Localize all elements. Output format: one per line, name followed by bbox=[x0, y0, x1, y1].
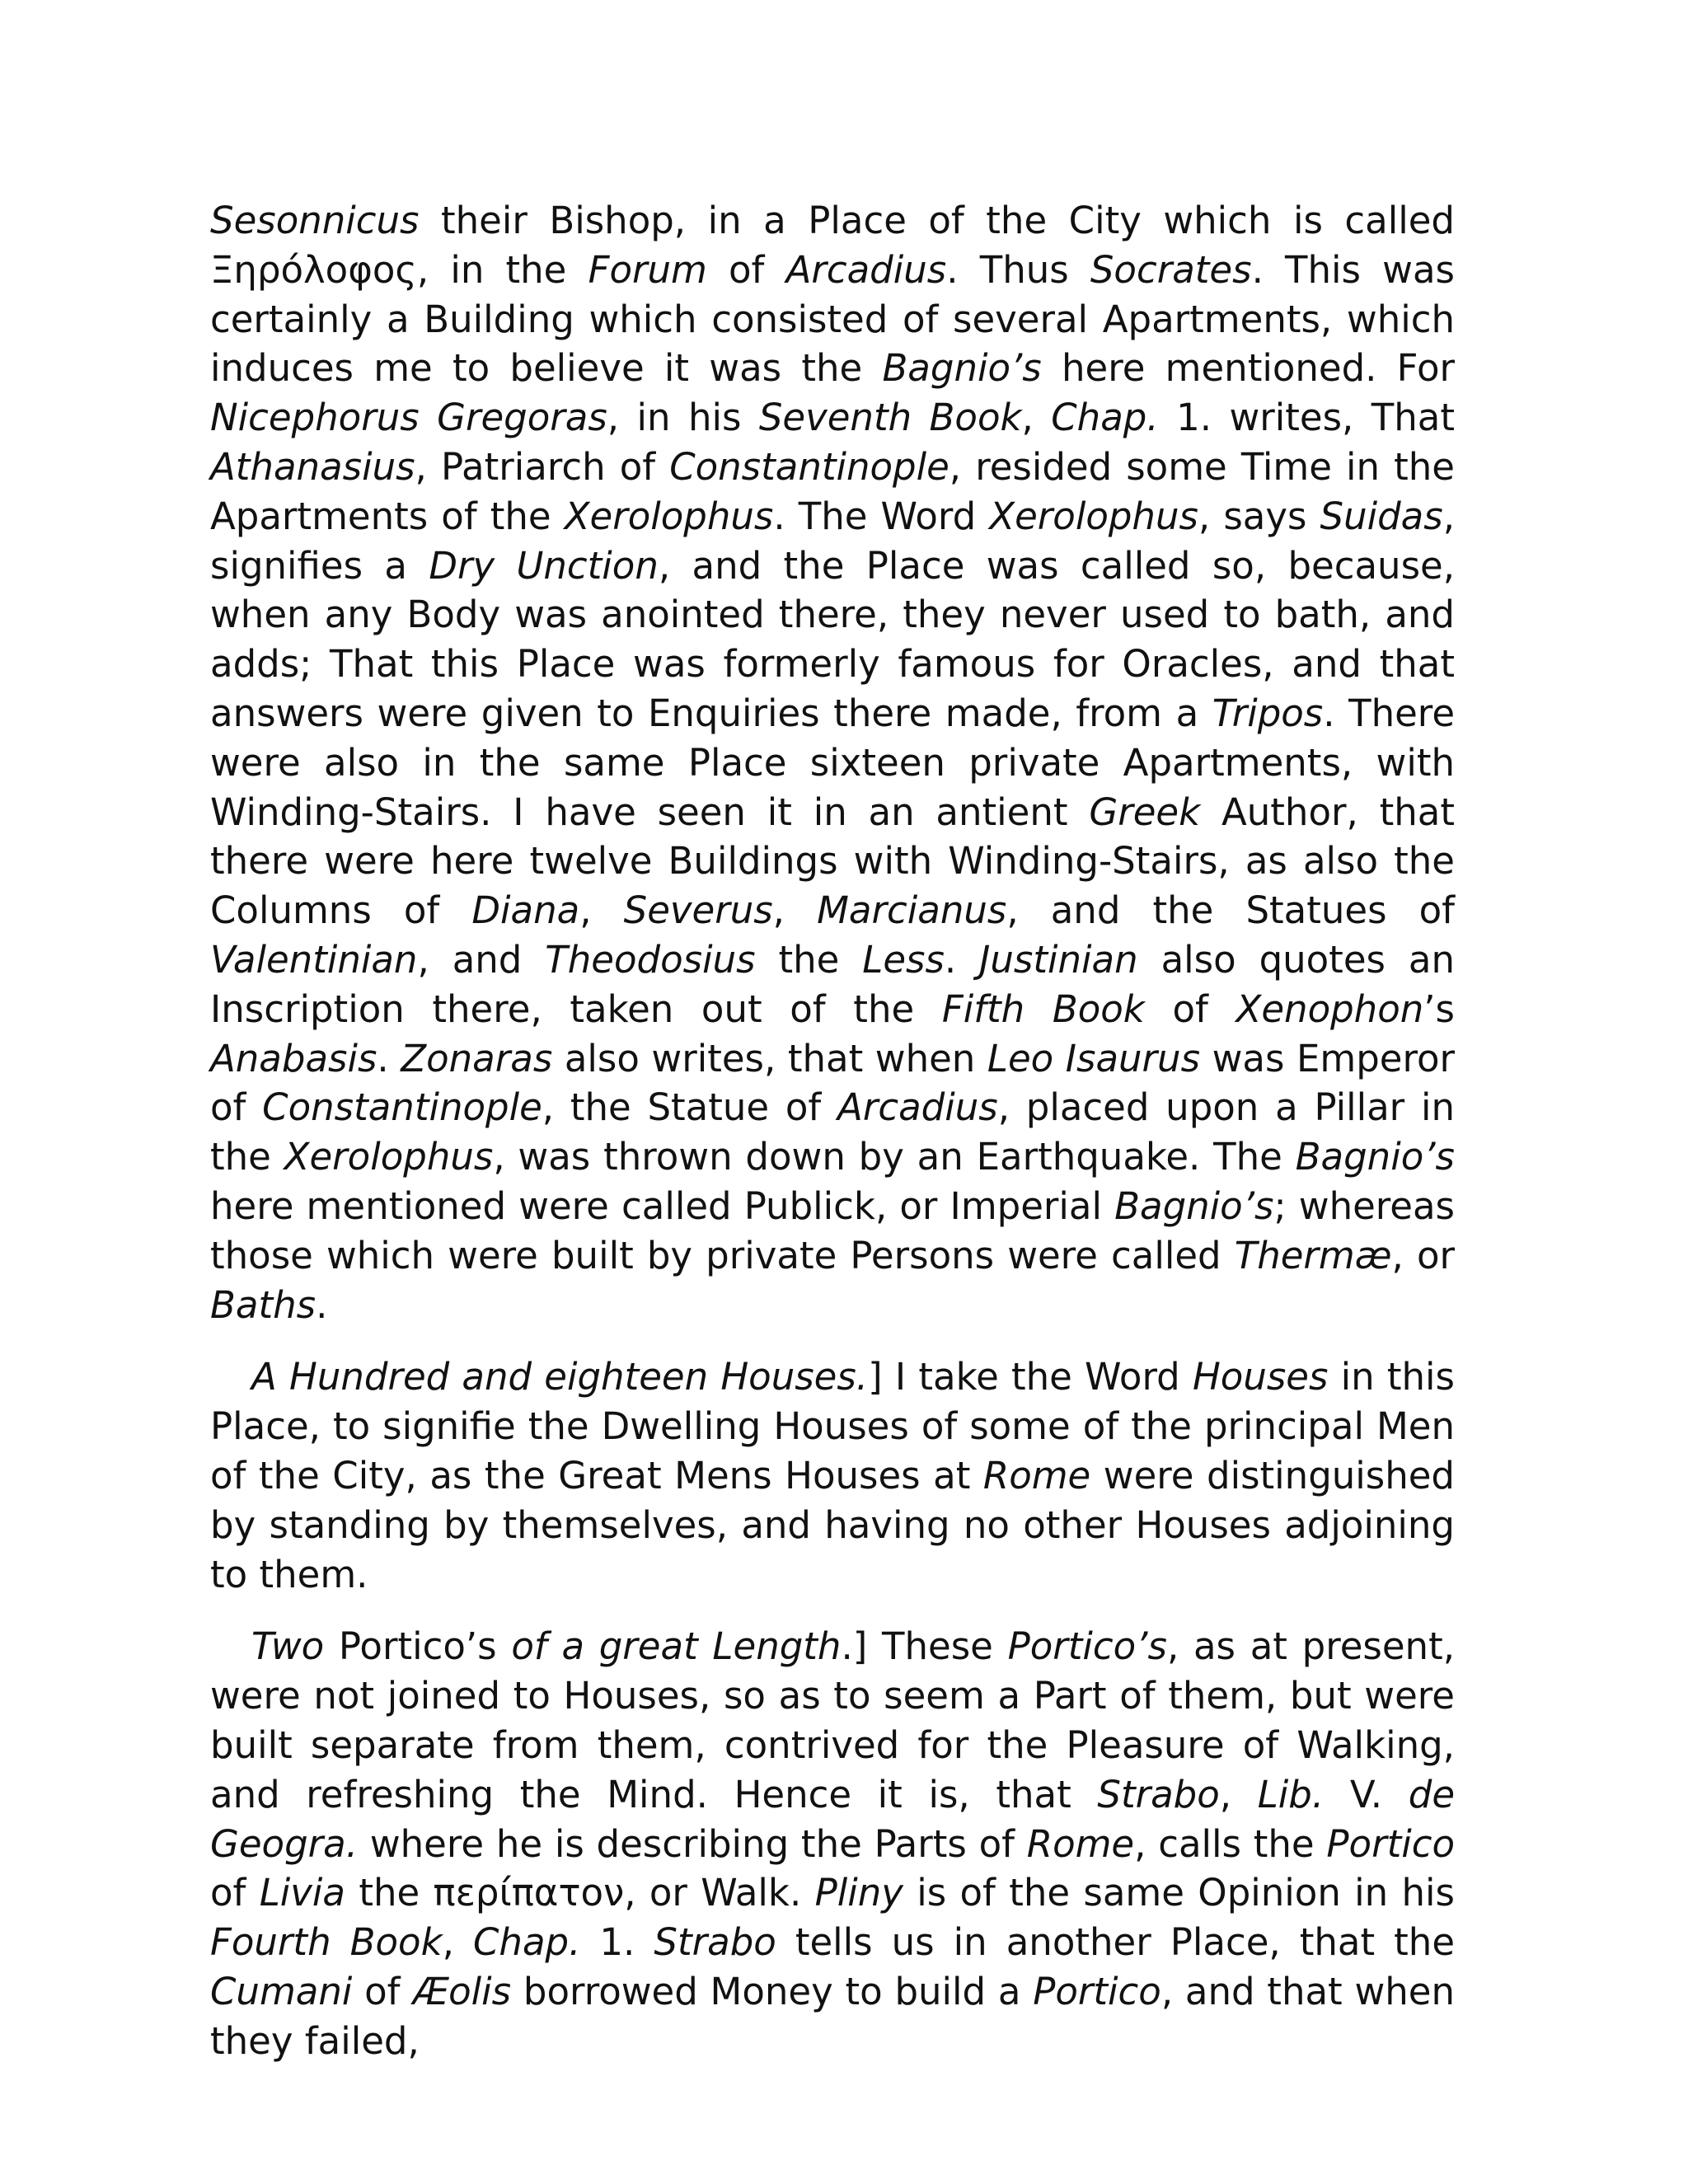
text-run: . Thus bbox=[946, 247, 1090, 292]
italic-text: Justinian bbox=[979, 937, 1138, 982]
text-run: is of the same Opinion in his bbox=[903, 1871, 1455, 1915]
text-run: .] These bbox=[841, 1624, 1008, 1669]
text-run: the περίπατον, or Walk. bbox=[345, 1871, 815, 1915]
italic-text: Tripos bbox=[1212, 691, 1324, 735]
text-run: , in his bbox=[607, 396, 759, 440]
italic-text: de Geogra. bbox=[210, 1772, 1456, 1866]
italic-text: Strabo bbox=[654, 1920, 776, 1965]
text-run: , bbox=[579, 888, 624, 933]
italic-text: Arcadius bbox=[785, 247, 947, 292]
text-run: 1. bbox=[580, 1920, 654, 1965]
italic-text: Theodosius bbox=[545, 937, 756, 982]
text-run: tells us in another Place, that the bbox=[776, 1920, 1456, 1965]
italic-text: Less bbox=[862, 937, 945, 982]
text-run: the bbox=[755, 937, 863, 982]
text-run: , signifies a bbox=[210, 494, 1456, 588]
italic-text: Cumani bbox=[210, 1969, 353, 2013]
italic-text: Strabo bbox=[1097, 1772, 1220, 1816]
italic-text: Seventh Book bbox=[758, 396, 1022, 440]
text-run: , Patriarch of bbox=[415, 444, 670, 489]
text-run: , bbox=[772, 888, 818, 933]
italic-text: Dry Unction bbox=[429, 543, 659, 588]
italic-text: Chap. bbox=[473, 1920, 581, 1965]
text-run: ’s bbox=[1423, 987, 1455, 1031]
text-run: of bbox=[210, 1871, 260, 1915]
italic-text: Portico bbox=[1326, 1821, 1455, 1866]
text-run: ; whereas those which were built by private Persons were called bbox=[210, 1183, 1455, 1277]
italic-text: Bagnio’s bbox=[1114, 1183, 1274, 1228]
text-run: , or bbox=[1391, 1233, 1455, 1277]
text-run: their Bishop, in a Place of the City which is called Ξηρόλοφος, in the bbox=[210, 199, 1455, 292]
text-run: . This was certainly a Building which consisted of several Apartments, which induces me to believe it was the bbox=[210, 247, 1456, 391]
text-run: of bbox=[706, 247, 786, 292]
italic-text: Livia bbox=[259, 1871, 345, 1915]
text-run: , placed upon a Pillar in the bbox=[210, 1085, 1455, 1179]
text-run: of bbox=[352, 1969, 413, 2013]
text-run: , as at present, were not joined to Houses, so as to seem a Part of them, but were built separate from them, contrived for the Pleasure of Walking, and refreshing the Mind. Hence it is, that bbox=[210, 1624, 1456, 1816]
page-text bbox=[210, 196, 1455, 2088]
text-run: 1. writes, That bbox=[1158, 396, 1455, 440]
text-run: Author, that there were here twelve Buildings with Winding-Stairs, as also the Columns of bbox=[210, 790, 1455, 933]
italic-text: Chap. bbox=[1051, 396, 1159, 440]
italic-text: Marcianus bbox=[817, 888, 1007, 933]
text-run: of bbox=[1144, 987, 1236, 1031]
text-run: . bbox=[377, 1036, 401, 1080]
paragraph-xerolophus bbox=[210, 196, 1455, 1329]
italic-text: Severus bbox=[623, 888, 773, 933]
text-run: , and that when they failed, bbox=[210, 1969, 1455, 2063]
italic-text: Valentinian bbox=[210, 937, 418, 982]
text-run: , calls the bbox=[1134, 1821, 1327, 1866]
text-run: were distinguished by standing by themselves, and having no other Houses adjoining to them. bbox=[210, 1453, 1455, 1596]
text-run: , was thrown down by an Earthquake. The bbox=[493, 1135, 1296, 1179]
italic-text: Xerolophus bbox=[564, 494, 774, 538]
italic-text: Greek bbox=[1089, 790, 1201, 834]
italic-text: Bagnio’s bbox=[1295, 1135, 1455, 1179]
italic-text: Leo Isaurus bbox=[987, 1036, 1201, 1080]
italic-text: Rome bbox=[982, 1453, 1091, 1497]
italic-text: Pliny bbox=[814, 1871, 903, 1915]
text-run: . There were also in the same Place sixteen private Apartments, with Winding-Stairs. I have seen it in an antient bbox=[210, 691, 1455, 834]
text-run: , bbox=[1021, 396, 1052, 440]
italic-text: Athanasius bbox=[210, 444, 415, 489]
text-run: here mentioned were called Publick, or Imperial bbox=[210, 1183, 1115, 1228]
text-run: , bbox=[442, 1920, 473, 1965]
italic-text: Suidas bbox=[1320, 494, 1443, 538]
text-run: also writes, that when bbox=[552, 1036, 987, 1080]
text-run: , bbox=[1219, 1772, 1258, 1816]
italic-text: Socrates bbox=[1090, 247, 1252, 292]
text-run: ] I take the Word bbox=[868, 1355, 1193, 1399]
text-run: , resided some Time in the Apartments of the bbox=[210, 444, 1455, 538]
italic-text: Portico bbox=[1033, 1969, 1161, 2013]
italic-text: Xenophon bbox=[1236, 987, 1424, 1031]
italic-text: Constantinople bbox=[669, 444, 950, 489]
text-run: borrowed Money to build a bbox=[511, 1969, 1034, 2013]
italic-text: Xerolophus bbox=[284, 1135, 494, 1179]
italic-text: A Hundred and eighteen Houses. bbox=[251, 1355, 869, 1399]
text-run: , and bbox=[417, 937, 546, 982]
italic-text: Houses bbox=[1192, 1355, 1329, 1399]
paragraph-porticos bbox=[210, 1622, 1455, 2065]
italic-text: Fifth Book bbox=[941, 987, 1145, 1031]
text-run: V. bbox=[1324, 1772, 1409, 1816]
text-run: , and the Place was called so, because, when any Body was anointed there, they never used to bath, and adds; That this Place was formerly famous for Oracles, and that answers were given to Enquiries there made, from a bbox=[210, 543, 1456, 735]
text-run: . bbox=[944, 937, 980, 982]
italic-text: Arcadius bbox=[837, 1085, 998, 1130]
italic-text: Constantinople bbox=[262, 1085, 542, 1130]
italic-text: Diana bbox=[471, 888, 580, 933]
italic-text: of a great Length bbox=[511, 1624, 842, 1669]
text-run: where he is describing the Parts of bbox=[358, 1821, 1027, 1866]
italic-text: Thermæ bbox=[1234, 1233, 1392, 1277]
text-run: . The Word bbox=[773, 494, 990, 538]
italic-text: Two bbox=[251, 1624, 325, 1669]
text-run: was Emperor of bbox=[210, 1036, 1456, 1130]
italic-text: Lib. bbox=[1257, 1772, 1325, 1816]
text-run: . bbox=[316, 1282, 328, 1327]
italic-text: Nicephorus Gregoras bbox=[210, 396, 607, 440]
italic-text: Forum bbox=[588, 247, 707, 292]
italic-text: Æolis bbox=[412, 1969, 512, 2013]
italic-text: Bagnio’s bbox=[882, 346, 1042, 391]
text-run: , and the Statues of bbox=[1006, 888, 1456, 933]
text-run: also quotes an Inscription there, taken out of the bbox=[210, 937, 1455, 1031]
italic-text: Zonaras bbox=[401, 1036, 553, 1080]
text-run: in this Place, to signifie the Dwelling Houses of some of the principal Men of the City, as the Great Mens Houses at bbox=[210, 1355, 1456, 1497]
italic-text: Fourth Book bbox=[210, 1920, 443, 1965]
text-run: Portico’s bbox=[324, 1624, 512, 1669]
italic-text: Sesonnicus bbox=[210, 199, 420, 242]
italic-text: Baths bbox=[210, 1282, 316, 1327]
italic-text: Rome bbox=[1026, 1821, 1135, 1866]
italic-text: Anabasis bbox=[210, 1036, 377, 1080]
paragraph-houses bbox=[210, 1352, 1455, 1599]
text-run: , says bbox=[1198, 494, 1320, 538]
italic-text: Portico’s bbox=[1007, 1624, 1167, 1669]
text-run: here mentioned. For bbox=[1041, 346, 1455, 391]
italic-text: Xerolophus bbox=[989, 494, 1198, 538]
text-run: , the Statue of bbox=[542, 1085, 838, 1130]
